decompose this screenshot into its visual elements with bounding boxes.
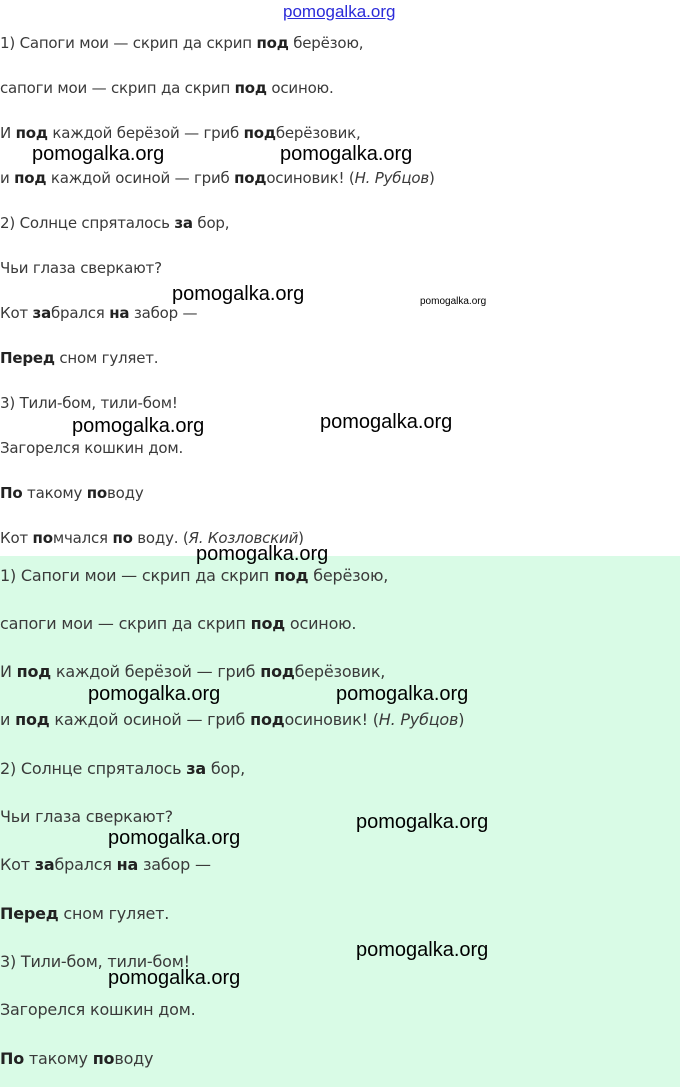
text-fragment: сапоги мои — скрип да скрип	[0, 79, 235, 97]
bold-fragment: за	[32, 304, 51, 322]
bold-fragment: под	[15, 124, 48, 142]
text-line	[0, 394, 178, 412]
text-fragment: И	[0, 124, 16, 142]
text-fragment: сном гуляет.	[54, 349, 159, 367]
text-fragment: берёзовик,	[294, 662, 386, 681]
text-line	[0, 904, 169, 923]
watermark: pomogalka.org	[108, 827, 241, 849]
watermark: pomogalka.org	[320, 411, 453, 433]
text-line	[0, 349, 158, 367]
text-fragment: бор,	[205, 759, 245, 778]
text-fragment: )	[428, 169, 435, 187]
text-line	[0, 807, 173, 826]
text-fragment: )	[298, 529, 304, 547]
text-line	[0, 304, 197, 322]
text-fragment: берёзою,	[288, 34, 364, 52]
bold-fragment: за	[174, 214, 193, 232]
text-fragment: каждой берёзой — гриб	[51, 662, 261, 681]
watermark: pomogalka.org	[356, 811, 489, 833]
bold-fragment: на	[109, 304, 130, 322]
text-line	[0, 259, 162, 277]
text-fragment: Чьи глаза сверкают?	[0, 807, 173, 826]
bold-fragment: По	[0, 484, 23, 502]
text-line	[0, 79, 334, 97]
bold-fragment: Перед	[0, 904, 59, 923]
bold-fragment: под	[15, 710, 50, 729]
text-fragment: каждой осиной — гриб	[46, 169, 235, 187]
text-line	[0, 759, 245, 778]
text-fragment: берёзовик,	[275, 124, 361, 142]
text-fragment: осиною.	[285, 614, 357, 633]
bold-fragment: под	[243, 124, 276, 142]
text-line	[0, 614, 356, 633]
italic-fragment: Я. Козловский	[188, 529, 299, 547]
site-header-link[interactable]: pomogalka.org	[283, 2, 396, 21]
text-fragment: каждой берёзой — гриб	[47, 124, 244, 142]
text-fragment: брался	[51, 304, 110, 322]
bold-fragment: под	[260, 662, 295, 681]
bold-fragment: под	[250, 710, 285, 729]
text-fragment: )	[458, 710, 465, 729]
text-fragment: 1) Сапоги мои — скрип да скрип	[0, 566, 274, 585]
bold-fragment: под	[256, 34, 289, 52]
text-fragment: Загорелся кошкин дом.	[0, 1000, 196, 1019]
text-line	[0, 566, 388, 585]
text-fragment: бор,	[192, 214, 230, 232]
text-fragment: Чьи глаза сверкают?	[0, 259, 162, 277]
watermark: pomogalka.org	[336, 683, 469, 705]
bold-fragment: за	[186, 759, 206, 778]
watermark: pomogalka.org	[280, 143, 413, 165]
bold-fragment: по	[86, 484, 108, 502]
watermark: pomogalka.org	[32, 143, 165, 165]
bold-fragment: под	[273, 566, 309, 585]
text-line	[0, 439, 183, 457]
bold-fragment: под	[234, 169, 267, 187]
text-fragment: мчался	[52, 529, 113, 547]
text-fragment: каждой осиной — гриб	[49, 710, 251, 729]
text-fragment: 3) Тили-бом, тили-бом!	[0, 952, 190, 971]
watermark: pomogalka.org	[356, 939, 489, 961]
bold-fragment: по	[112, 529, 133, 547]
bold-fragment: Перед	[0, 349, 55, 367]
text-fragment: 2) Солнце спряталось	[0, 214, 175, 232]
watermark: pomogalka.org	[420, 296, 487, 307]
text-fragment: И	[0, 662, 17, 681]
text-fragment: осиновик! (	[284, 710, 379, 729]
watermark: pomogalka.org	[88, 683, 221, 705]
bold-fragment: под	[14, 169, 47, 187]
text-fragment: такому	[22, 484, 87, 502]
text-fragment: воду	[107, 484, 144, 502]
text-fragment: и	[0, 710, 16, 729]
text-line	[0, 169, 435, 187]
text-fragment: осиною.	[266, 79, 334, 97]
bold-fragment: на	[116, 855, 139, 874]
text-fragment: Кот	[0, 529, 33, 547]
text-fragment: забор —	[129, 304, 198, 322]
bold-fragment: По	[0, 1049, 24, 1068]
watermark: pomogalka.org	[196, 543, 329, 565]
text-fragment: Загорелся кошкин дом.	[0, 439, 184, 457]
text-fragment: 1) Сапоги мои — скрип да скрип	[0, 34, 257, 52]
text-fragment: 3) Тили-бом, тили-бом!	[0, 394, 178, 412]
text-fragment: Кот	[0, 855, 35, 874]
watermark: pomogalka.org	[108, 967, 241, 989]
italic-fragment: Н. Рубцов	[354, 169, 429, 187]
bold-fragment: под	[16, 662, 52, 681]
text-fragment: осиновик! (	[266, 169, 355, 187]
text-fragment: забор —	[138, 855, 211, 874]
text-line	[0, 1049, 153, 1068]
text-line	[0, 124, 361, 142]
italic-fragment: Н. Рубцов	[378, 710, 459, 729]
bold-fragment: по	[92, 1049, 115, 1068]
bold-fragment: под	[234, 79, 267, 97]
text-line	[0, 1000, 196, 1019]
text-line	[0, 214, 229, 232]
bold-fragment: за	[34, 855, 55, 874]
bold-fragment: по	[32, 529, 53, 547]
text-fragment: Кот	[0, 304, 33, 322]
text-fragment: сном гуляет.	[58, 904, 170, 923]
text-fragment: такому	[23, 1049, 93, 1068]
text-fragment: сапоги мои — скрип да скрип	[0, 614, 251, 633]
text-fragment: берёзою,	[308, 566, 389, 585]
watermark: pomogalka.org	[172, 283, 305, 305]
watermark: pomogalka.org	[72, 415, 205, 437]
text-line	[0, 34, 363, 52]
text-fragment: воду. (	[132, 529, 189, 547]
text-fragment: воду	[114, 1049, 154, 1068]
text-fragment: 2) Солнце спряталось	[0, 759, 187, 778]
text-line	[0, 710, 464, 729]
text-fragment: брался	[54, 855, 117, 874]
text-line	[0, 484, 144, 502]
text-line	[0, 855, 211, 874]
bold-fragment: под	[250, 614, 286, 633]
text-line	[0, 662, 385, 681]
text-fragment: и	[0, 169, 15, 187]
